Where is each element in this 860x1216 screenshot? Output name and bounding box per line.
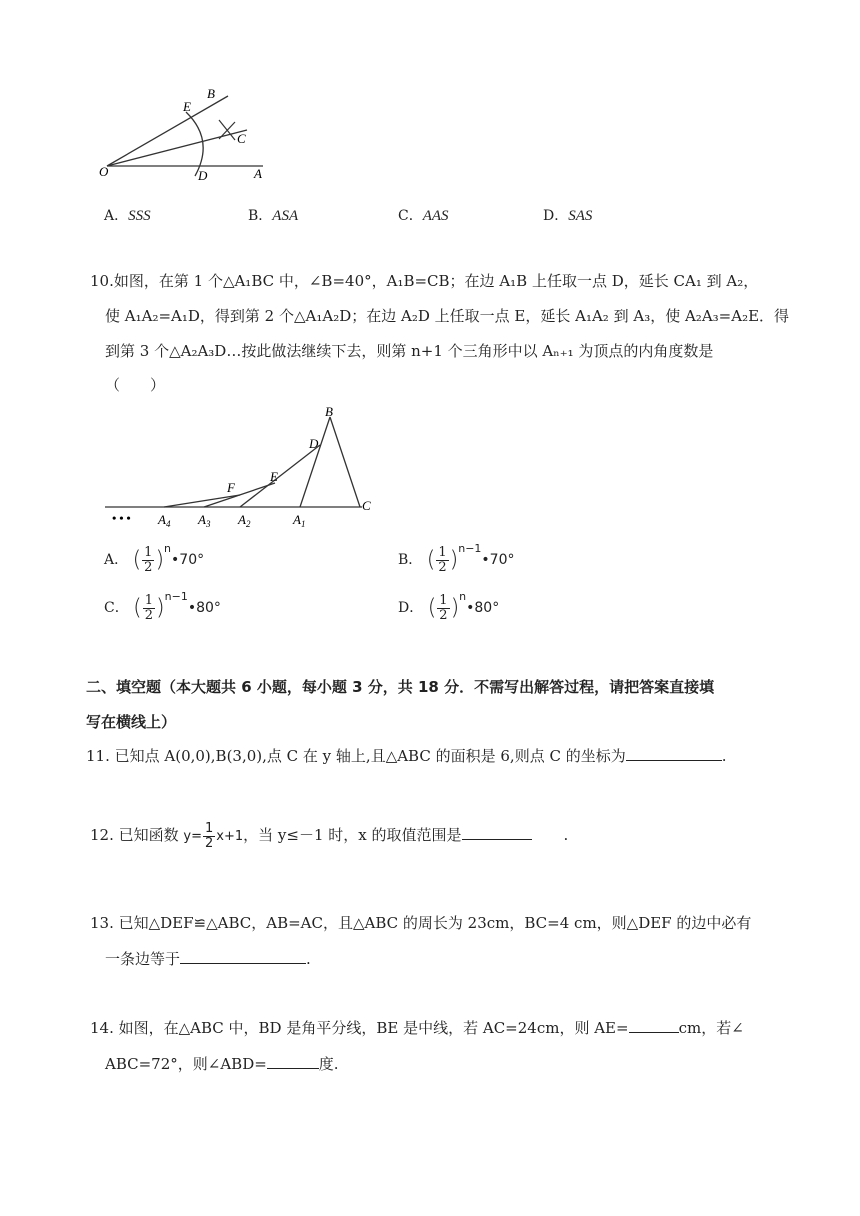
triangle-sequence-figure: [100, 405, 385, 530]
q12-answer-blank[interactable]: [462, 825, 532, 840]
exponent: n: [459, 590, 467, 603]
label-A4: $A_4$: [158, 512, 171, 529]
label-B: B: [325, 405, 333, 419]
q10-line4: （ ）: [105, 376, 166, 394]
option-letter: C．: [398, 208, 423, 224]
option-value: AAS: [422, 208, 449, 224]
q12: 12. 已知函数 y= $\frac{1}{2}$ x+1，当 y≤－1 时，x 的取值范围是 .: [90, 821, 569, 851]
exponent: n: [164, 542, 172, 555]
q11-text: 11. 已知点 A(0,0),B(3,0),点 C 在 y 轴上,且△ABC 的面积是 6,则点 C 的坐标为: [86, 747, 626, 765]
label-E: E: [270, 469, 278, 484]
q10-option-c[interactable]: C． ( $\frac{1}{2}$ )$^{n-1}$•80°: [104, 590, 221, 623]
option-letter: D．: [398, 600, 424, 616]
ellipsis-dots: • • •: [112, 511, 131, 525]
fraction: $\frac{1}{2}$: [439, 592, 448, 623]
q14: [90, 1017, 744, 1074]
label-A: A: [254, 166, 262, 181]
section-heading: [86, 676, 714, 732]
section-heading-line2: 写在横线上）: [86, 713, 177, 731]
q10-option-a[interactable]: A． ( $\frac{1}{2}$ )$^n$•70°: [104, 542, 205, 575]
label-D: D: [309, 436, 319, 451]
q10-option-d[interactable]: D． ( $\frac{1}{2}$ )$^n$•80°: [398, 590, 500, 623]
function-expr: y= $\frac{1}{2}$ x+1: [183, 821, 244, 851]
option-letter: B．: [398, 552, 423, 568]
degree-value: •70°: [481, 552, 515, 568]
option-letter: C．: [104, 600, 129, 616]
label-C: C: [237, 131, 246, 146]
fraction: $\frac{1}{2}$: [144, 592, 154, 623]
q11-answer-blank[interactable]: [626, 746, 722, 761]
option-letter: B．: [248, 208, 273, 224]
q10-line3: 到第 3 个△A₂A₃D…按此做法继续下去，则第 n+1 个三角形中以 Aₙ₊₁ 为顶点的内角度数是: [105, 342, 714, 360]
exponent: n−1: [458, 542, 482, 555]
q13-line1: 13. 已知△DEF≌△ABC，AB=AC，且△ABC 的周长为 23cm，BC=4 cm，则△DEF 的边中必有: [90, 914, 752, 932]
label-O: O: [99, 164, 109, 179]
section-heading-line1: 二、填空题（本大题共 6 小题，每小题 3 分，共 18 分．不需写出解答过程，请把答案直接填: [86, 678, 715, 696]
q12-mid: ，当 y≤－1 时，x 的取值范围是: [243, 826, 462, 844]
option-value: SSS: [128, 208, 151, 224]
q9-option-b[interactable]: [248, 205, 298, 225]
degree-value: •70°: [171, 552, 205, 568]
q13-answer-blank[interactable]: [180, 949, 306, 964]
q13: [90, 912, 751, 969]
angle-bisector-figure: [95, 80, 285, 190]
degree-value: •80°: [187, 600, 221, 616]
degree-value: •80°: [466, 600, 500, 616]
q10-number: 10.: [90, 272, 114, 290]
label-A2: $A_2$: [238, 512, 251, 529]
q14-line1: 14. 如图，在△ABC 中，BD 是角平分线，BE 是中线，若 AC=24cm，则 AE= cm，若∠: [90, 1019, 744, 1037]
option-value: ASA: [272, 208, 299, 224]
q12-prefix: 12. 已知函数: [90, 826, 184, 844]
q11: 11. 已知点 A(0,0),B(3,0),点 C 在 y 轴上,且△ABC 的面积是 6,则点 C 的坐标为 .: [86, 747, 727, 765]
fraction: $\frac{1}{2}$: [144, 544, 153, 575]
q14-abd-blank[interactable]: [267, 1054, 319, 1069]
q9-option-c[interactable]: [398, 205, 449, 225]
q13-line2: 一条边等于 .: [105, 950, 311, 968]
exponent: n−1: [164, 590, 188, 603]
q9-option-a[interactable]: [104, 205, 151, 225]
label-D: D: [198, 168, 208, 183]
option-value: SAS: [568, 208, 593, 224]
q10-option-b[interactable]: B． ( $\frac{1}{2}$ )$^{n-1}$•70°: [398, 542, 515, 575]
q14-line2: ABC=72°，则∠ABD= 度.: [105, 1055, 339, 1073]
option-letter: A．: [104, 208, 129, 224]
label-C: C: [362, 498, 371, 513]
option-letter: A．: [104, 552, 129, 568]
label-B: B: [207, 86, 215, 101]
label-E: E: [183, 99, 191, 114]
q9-option-d[interactable]: [543, 205, 592, 225]
label-A3: $A_3$: [198, 512, 211, 529]
q10-line2: 使 A₁A₂=A₁D，得到第 2 个△A₁A₂D；在边 A₂D 上任取一点 E，延长 A₁A₂ 到 A₃，使 A₂A₃=A₂E．得: [105, 307, 790, 325]
q14-ae-blank[interactable]: [629, 1018, 679, 1033]
fraction: $\frac{1}{2}$: [438, 544, 447, 575]
label-A1: $A_1$: [293, 512, 306, 529]
option-letter: D．: [543, 208, 569, 224]
label-F: F: [227, 480, 235, 495]
q10-line1: 如图，在第 1 个△A₁BC 中，∠B=40°，A₁B=CB；在边 A₁B 上任取一点 D，延长 CA₁ 到 A₂，: [113, 272, 759, 290]
